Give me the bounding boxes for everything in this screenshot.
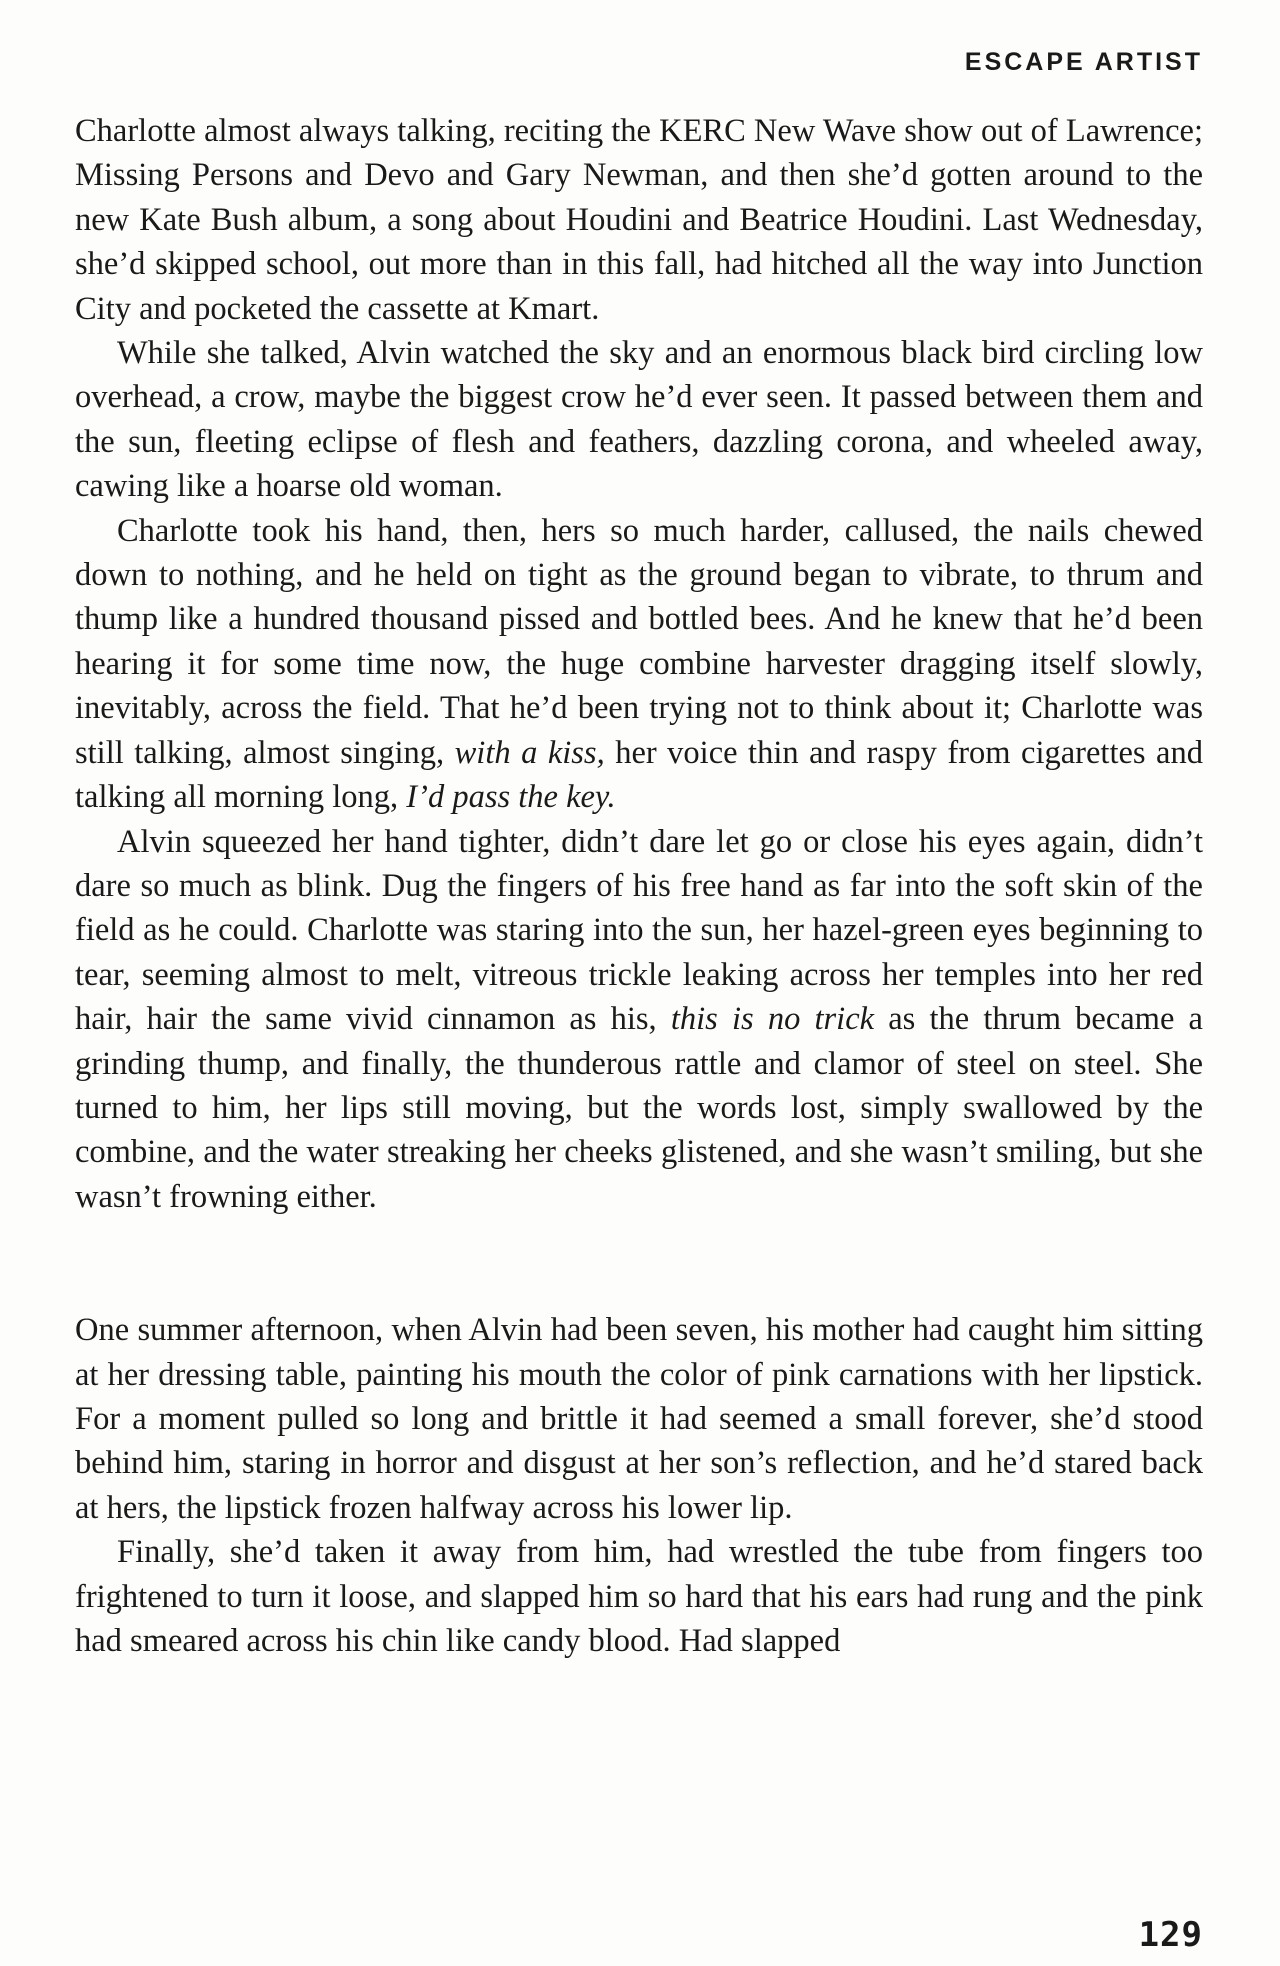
text-run: her voice thin and raspy from cigarettes and talking all morning long, (75, 734, 1203, 816)
page-number: 129 (1138, 1915, 1203, 1955)
body-text (75, 109, 1203, 1663)
paragraph (75, 509, 1203, 820)
paragraph: Charlotte almost always talking, reciting the KERC New Wave show out of Lawrence; Missing Persons and Devo and Gary Newman, and then she’d gotten around to the new Kate Bush album, a song about Houdini and Beatrice Houdini. Last Wednesday, she’d skipped school, out more than in this fall, had hitched all the way into Junction City and pocketed the cassette at Kmart. (75, 113, 1203, 327)
running-head: ESCAPE ARTIST (964, 48, 1203, 76)
paragraph: Finally, she’d taken it away from him, had wrestled the tube from fingers too frightened to turn it loose, and slapped him so hard that his ears had rung and the pink had smeared across his chin like candy blood. Had slapped (75, 1534, 1203, 1659)
italic-text: with a kiss, (454, 734, 605, 771)
text-run: Charlotte took his hand, then, hers so much harder, callused, the nails chewed down to nothing, and he held on tight as the ground began to vibrate, to thrum and thump like a hundred thousand pissed and bottled bees. And he knew that he’d been hearing it for some time now, the huge combine harvester dragging itself slowly, inevitably, across the field. That he’d been trying not to think about it; Charlotte was still talking, almost singing, (75, 512, 1203, 771)
italic-text: I’d pass the key. (406, 779, 616, 816)
text-run: Alvin squeezed her hand tighter, didn’t dare let go or close his eyes again, didn’t dare so much as blink. Dug the fingers of his free hand as far into the soft skin of the field as he could. Charlotte was staring into the sun, her hazel-green eyes beginning to tear, seeming almost to melt, vitreous trickle leaking across her temples into her red hair, hair the same vivid cinnamon as his, (75, 823, 1203, 1038)
italic-text: this is no trick (670, 1001, 875, 1038)
paragraph: One summer afternoon, when Alvin had been seven, his mother had caught him sitting at her dressing table, painting his mouth the color of pink carnations with her lipstick. For a moment pulled so long and brittle it had seemed a small forever, she’d stood behind him, staring in horror and disgust at her son’s reflection, and he’d stared back at hers, the lipstick frozen halfway across his lower lip. (75, 1312, 1203, 1526)
text-run: as the thrum became a grinding thump, and finally, the thunderous rattle and clamor of steel on steel. She turned to him, her lips still moving, but the words lost, simply swallowed by the combine, and the water streaking her cheeks glistened, and she wasn’t smiling, but she wasn’t frowning either. (75, 1001, 1203, 1215)
paragraph: While she talked, Alvin watched the sky and an enormous black bird circling low overhead, a crow, maybe the biggest crow he’d ever seen. It passed between them and the sun, fleeting eclipse of flesh and feathers, dazzling corona, and wheeled away, cawing like a hoarse old woman. (75, 335, 1203, 505)
paragraph (75, 820, 1203, 1220)
section-break (75, 1219, 1203, 1308)
